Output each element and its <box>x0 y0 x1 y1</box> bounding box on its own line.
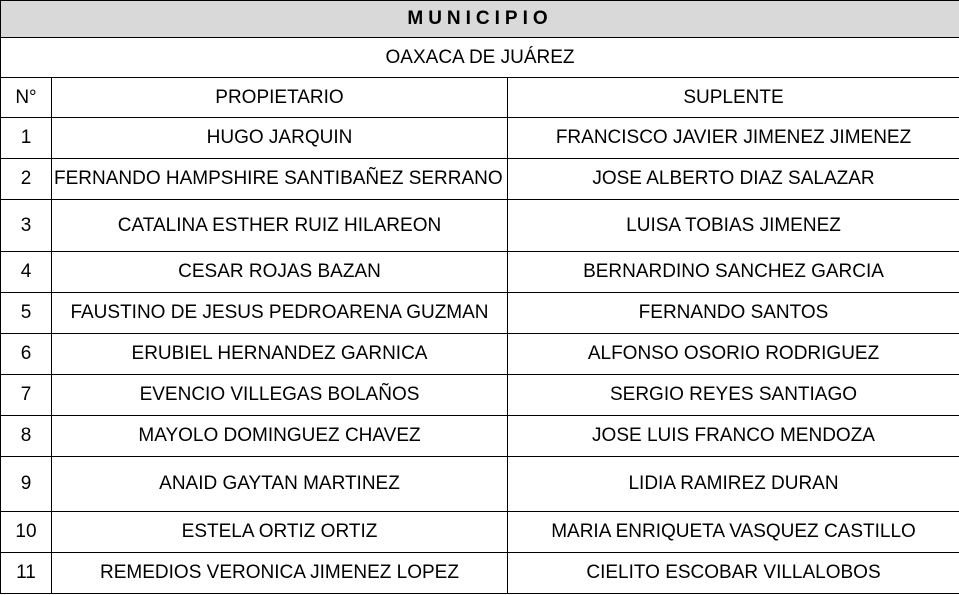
row-number: 11 <box>1 553 52 594</box>
table-row <box>1 159 959 200</box>
table-row <box>1 457 959 512</box>
owner-name: CATALINA ESTHER RUIZ HILAREON <box>52 200 508 252</box>
row-number: 4 <box>1 252 52 293</box>
row-number: 9 <box>1 457 52 512</box>
table-row <box>1 512 959 553</box>
substitute-name: CIELITO ESCOBAR VILLALOBOS <box>508 553 959 594</box>
table-title: MUNICIPIO <box>1 1 959 38</box>
owner-name: ESTELA ORTIZ ORTIZ <box>52 512 508 553</box>
row-number: 6 <box>1 334 52 375</box>
column-header-owner: PROPIETARIO <box>52 78 508 118</box>
substitute-name: JOSE ALBERTO DIAZ SALAZAR <box>508 159 959 200</box>
row-number: 10 <box>1 512 52 553</box>
substitute-name: BERNARDINO SANCHEZ GARCIA <box>508 252 959 293</box>
column-header-number: N° <box>1 78 52 118</box>
table-row <box>1 416 959 457</box>
table-row <box>1 118 959 159</box>
substitute-name: FERNANDO SANTOS <box>508 293 959 334</box>
substitute-name: LIDIA RAMIREZ DURAN <box>508 457 959 512</box>
row-number: 5 <box>1 293 52 334</box>
owner-name: EVENCIO VILLEGAS BOLAÑOS <box>52 375 508 416</box>
column-header-substitute: SUPLENTE <box>508 78 959 118</box>
owner-name: FAUSTINO DE JESUS PEDROARENA GUZMAN <box>52 293 508 334</box>
substitute-name: ALFONSO OSORIO RODRIGUEZ <box>508 334 959 375</box>
owner-name: MAYOLO DOMINGUEZ CHAVEZ <box>52 416 508 457</box>
column-header-row <box>1 78 959 118</box>
table-row <box>1 200 959 252</box>
title-row <box>1 1 959 38</box>
row-number: 1 <box>1 118 52 159</box>
owner-name: CESAR ROJAS BAZAN <box>52 252 508 293</box>
owner-name: FERNANDO HAMPSHIRE SANTIBAÑEZ SERRANO <box>52 159 508 200</box>
row-number: 7 <box>1 375 52 416</box>
municipality-row <box>1 38 959 78</box>
owner-name: HUGO JARQUIN <box>52 118 508 159</box>
municipality-name: OAXACA DE JUÁREZ <box>1 38 959 78</box>
substitute-name: SERGIO REYES SANTIAGO <box>508 375 959 416</box>
row-number: 3 <box>1 200 52 252</box>
table-row <box>1 553 959 594</box>
row-number: 8 <box>1 416 52 457</box>
owner-name: REMEDIOS VERONICA JIMENEZ LOPEZ <box>52 553 508 594</box>
substitute-name: LUISA TOBIAS JIMENEZ <box>508 200 959 252</box>
substitute-name: MARIA ENRIQUETA VASQUEZ CASTILLO <box>508 512 959 553</box>
owner-name: ANAID GAYTAN MARTINEZ <box>52 457 508 512</box>
row-number: 2 <box>1 159 52 200</box>
table-row <box>1 334 959 375</box>
table-row <box>1 252 959 293</box>
substitute-name: FRANCISCO JAVIER JIMENEZ JIMENEZ <box>508 118 959 159</box>
table-row <box>1 293 959 334</box>
owner-name: ERUBIEL HERNANDEZ GARNICA <box>52 334 508 375</box>
table-row <box>1 375 959 416</box>
substitute-name: JOSE LUIS FRANCO MENDOZA <box>508 416 959 457</box>
